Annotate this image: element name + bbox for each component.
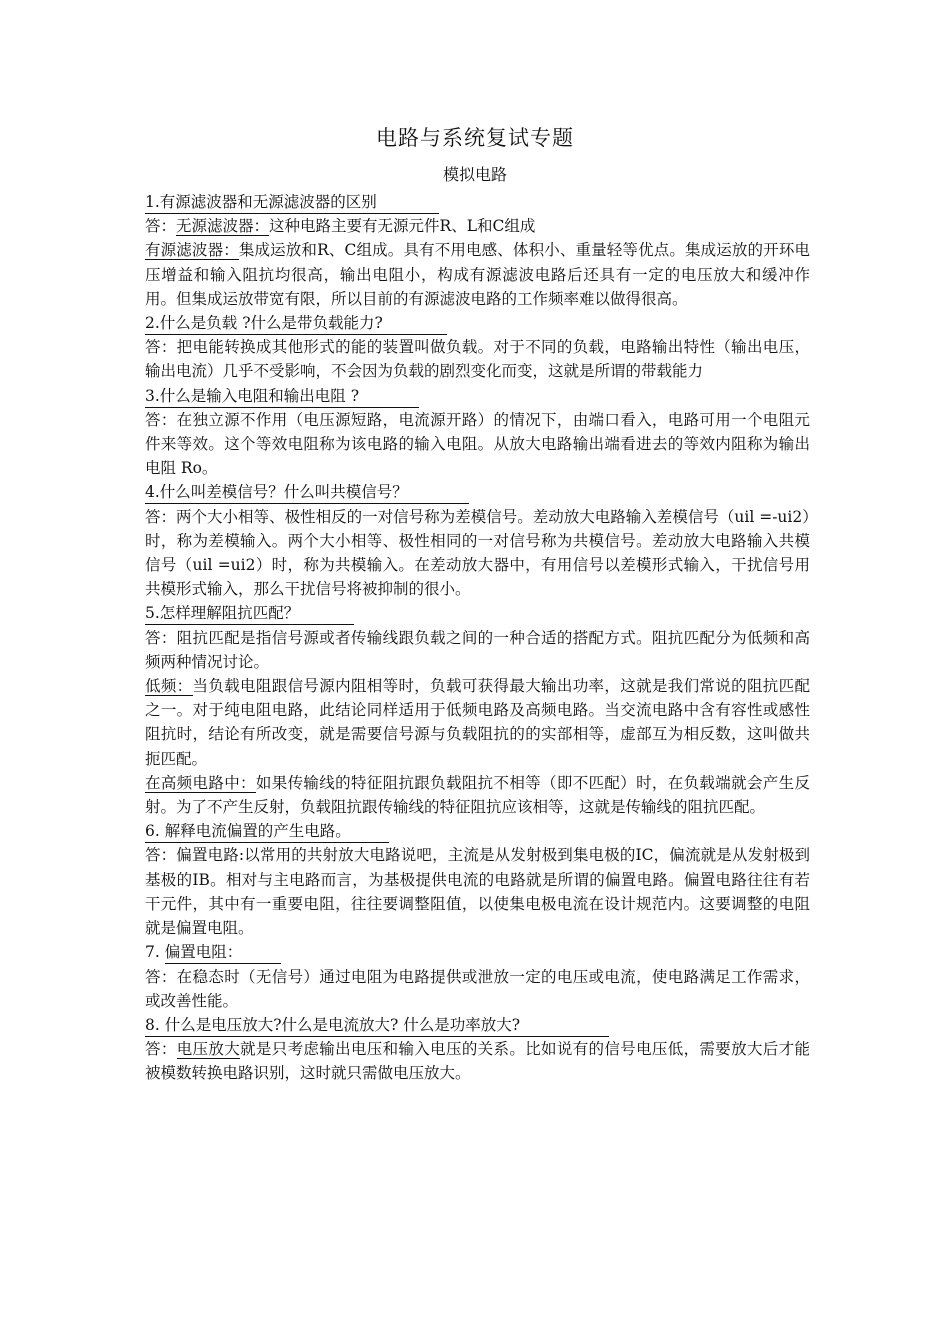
document-body <box>145 190 810 1086</box>
low-frequency-text: 当负载电阻跟信号源内阻相等时，负载可获得最大输出功率，这就是我们常说的阻抗匹配之一。对于纯电阻电路，此结论同样适用于低频电路及高频电路。当交流电路中含有容性或感性阻抗时，结论有所改变，就是需要信号源与负载阻抗的的实部相等，虚部互为相反数，这叫做共扼匹配。 <box>145 677 810 768</box>
answer-prefix: 答： <box>145 217 177 236</box>
answer-paragraph <box>145 674 810 771</box>
question-heading <box>145 384 810 408</box>
question-heading <box>145 190 810 214</box>
answer-paragraph <box>145 214 810 238</box>
question-5: 5.怎样理解阻抗匹配？ <box>145 602 354 625</box>
question-1: 1.有源滤波器和无源滤波器的区别 <box>145 191 439 214</box>
answer-paragraph: 答：偏置电路:以常用的共射放大电路说吧，主流是从发射极到集电极的IC，偏流就是从发射极到基极的IB。相对与主电路而言，为基极提供电流的电路就是所谓的偏置电路。偏置电路往往有若干元件，其中有一重要电阻，往往要调整阻值，以使集电极电流在设计规范内。这要调整的电阻就是偏置电阻。 <box>145 846 810 938</box>
answer-paragraph <box>145 1037 810 1085</box>
voltage-amplification-label: 电压放大 <box>176 1040 241 1059</box>
answer-paragraph: 答：把电能转换成其他形式的能的装置叫做负载。对于不同的负载，电路输出特性（输出电压，输出电流）几乎不受影响，不会因为负载的剧烈变化而变，这就是所谓的带载能力 <box>145 338 810 381</box>
answer-prefix: 答： <box>145 1040 177 1059</box>
high-frequency-label: 在高频电路中： <box>145 773 256 792</box>
active-filter-text: 集成运放和R、C组成。具有不用电感、体积小、重量轻等优点。集成运放的开环电压增益和输入阻抗均很高，输出电阻小，构成有源滤波电路后还具有一定的电压放大和缓冲作用。但集成运放带宽有限，所以目前的有源滤波电路的工作频率难以做得很高。 <box>145 241 810 308</box>
answer-paragraph: 答：在独立源不作用（电压源短路，电流源开路）的情况下，由端口看入，电路可用一个电阻元件来等效。这个等效电阻称为该电路的输入电阻。从放大电路输出端看进去的等效内阻称为输出电阻 Ro。 <box>145 410 810 478</box>
question-4: 4.什么叫差模信号？什么叫共模信号？ <box>145 481 469 504</box>
voltage-amplification-text: 就是只考虑输出电压和输入电压的关系。比如说有的信号电压低，需要放大后才能被模数转换电路识别，这时就只需做电压放大。 <box>145 1040 810 1083</box>
question-2: 2.什么是负载 ?什么是带负载能力? <box>145 312 447 335</box>
question-7: 偏置电阻： <box>165 941 281 964</box>
question-heading <box>145 819 810 843</box>
question-8: 8. 什么是电压放大?什么是电流放大? 什么是功率放大? <box>145 1014 609 1037</box>
question-heading <box>145 311 810 335</box>
answer-paragraph <box>145 238 810 311</box>
section-title: 模拟电路 <box>442 165 507 184</box>
question-heading <box>145 601 810 625</box>
question-7-number: 7. <box>145 943 165 962</box>
question-heading <box>145 480 810 504</box>
passive-filter-label: 无源滤波器： <box>176 217 270 236</box>
question-heading <box>145 940 810 964</box>
document-title: 电路与系统复试专题 <box>376 126 574 150</box>
answer-paragraph <box>145 771 810 819</box>
answer-paragraph: 答：两个大小相等、极性相反的一对信号称为差模信号。差动放大电路输入差模信号（uil =-ui2）时，称为差模输入。两个大小相等、极性相同的一对信号称为共模信号。差动放大电路输入共模信号（uil =ui2）时，称为共模输入。在差动放大器中，有用信号以差模形式输入，干扰信号用共模形式输入，那么干扰信号将被抑制的很小。 <box>145 507 810 599</box>
active-filter-label: 有源滤波器： <box>145 241 239 260</box>
high-frequency-text: 如果传输线的特征阻抗跟负载阻抗不相等（即不匹配）时，在负载端就会产生反射。为了不产生反射，负载阻抗跟传输线的特征阻抗应该相等，这就是传输线的阻抗匹配。 <box>145 773 810 817</box>
answer-paragraph: 答：阻抗匹配是指信号源或者传输线跟负载之间的一种合适的搭配方式。阻抗匹配分为低频和高频两种情况讨论。 <box>145 628 810 671</box>
question-heading <box>145 1013 810 1037</box>
low-frequency-label: 低频： <box>145 677 193 696</box>
question-3: 3.什么是输入电阻和输出电阻 ? <box>145 385 419 408</box>
question-6: 6. 解释电流偏置的产生电路。 <box>145 820 389 843</box>
passive-filter-text: 这种电路主要有无源元件R、L和C组成 <box>269 217 536 236</box>
answer-paragraph: 答：在稳态时（无信号）通过电阻为电路提供或泄放一定的电压或电流，使电路满足工作需求， 或改善性能。 <box>145 967 810 1010</box>
